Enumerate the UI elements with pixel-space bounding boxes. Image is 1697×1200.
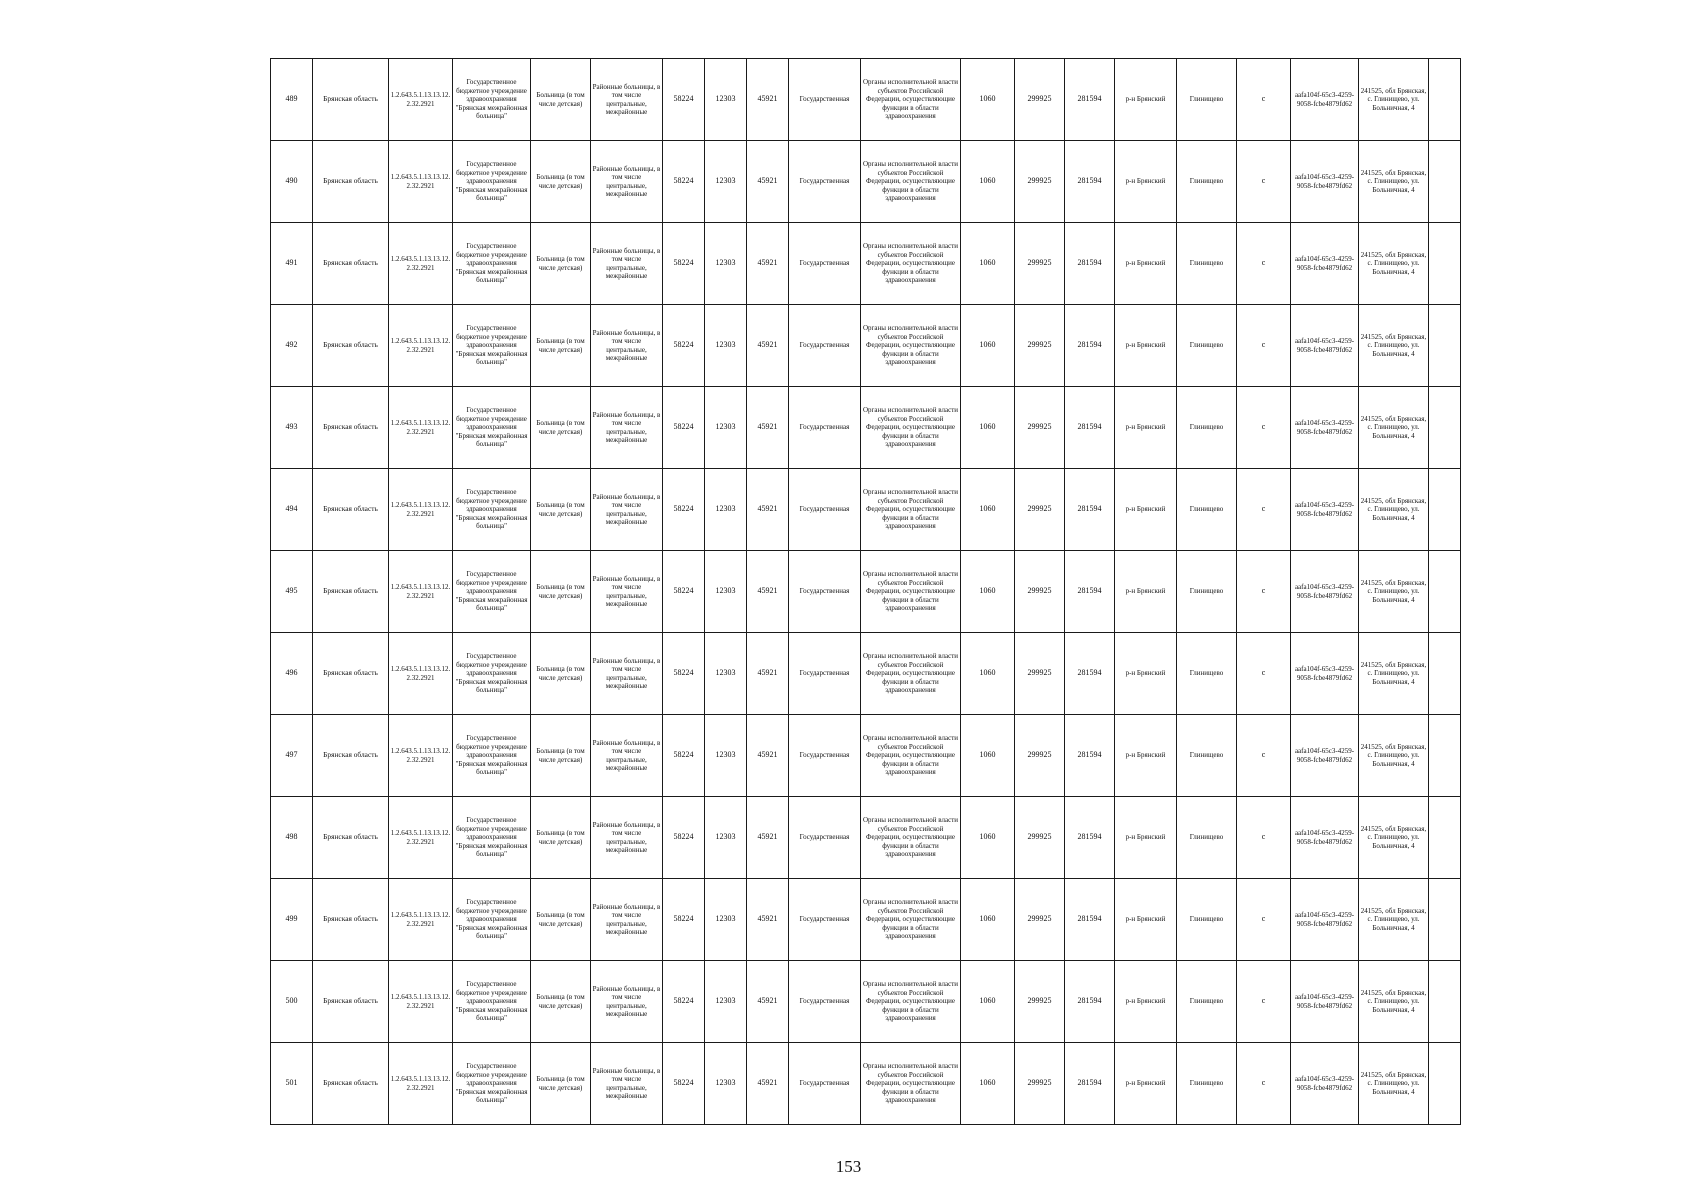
cell-fias-guid: aafa104f-65c3-4259-9058-fcbe4879fd62 bbox=[1291, 633, 1359, 715]
cell-facility-subtype: Районные больницы, в том числе центральные, межрайонные bbox=[591, 879, 663, 961]
table-row bbox=[271, 59, 1461, 141]
cell-locality-type: с bbox=[1237, 141, 1291, 223]
cell-empty bbox=[1429, 387, 1461, 469]
cell-address: 241525, обл Брянская, с. Глинищево, ул. Больничная, 4 bbox=[1359, 223, 1429, 305]
cell-organization: Государственное бюджетное учреждение здравоохранения "Брянская межрайонная больница" bbox=[453, 59, 531, 141]
cell-code-3: 45921 bbox=[747, 961, 789, 1043]
cell-oid: 1.2.643.5.1.13.13.12.2.32.2921 bbox=[389, 305, 453, 387]
cell-code-6: 281594 bbox=[1065, 715, 1115, 797]
cell-code-2: 12303 bbox=[705, 961, 747, 1043]
cell-locality: Глинищево bbox=[1177, 1043, 1237, 1125]
cell-code-3: 45921 bbox=[747, 797, 789, 879]
cell-oid: 1.2.643.5.1.13.13.12.2.32.2921 bbox=[389, 469, 453, 551]
cell-row-number: 492 bbox=[271, 305, 313, 387]
cell-authority: Органы исполнительной власти субъектов Российской Федерации, осуществляющие функции в области здравоохранения bbox=[861, 469, 961, 551]
cell-organization: Государственное бюджетное учреждение здравоохранения "Брянская межрайонная больница" bbox=[453, 1043, 531, 1125]
cell-code-4: 1060 bbox=[961, 551, 1015, 633]
cell-ownership-form: Государственная bbox=[789, 961, 861, 1043]
cell-code-3: 45921 bbox=[747, 879, 789, 961]
cell-code-6: 281594 bbox=[1065, 1043, 1115, 1125]
cell-district: р-н Брянский bbox=[1115, 387, 1177, 469]
cell-empty bbox=[1429, 469, 1461, 551]
cell-facility-type: Больница (в том числе детская) bbox=[531, 961, 591, 1043]
cell-region: Брянская область bbox=[313, 633, 389, 715]
cell-code-1: 58224 bbox=[663, 387, 705, 469]
cell-authority: Органы исполнительной власти субъектов Российской Федерации, осуществляющие функции в области здравоохранения bbox=[861, 797, 961, 879]
table-row bbox=[271, 305, 1461, 387]
cell-address: 241525, обл Брянская, с. Глинищево, ул. Больничная, 4 bbox=[1359, 633, 1429, 715]
cell-code-3: 45921 bbox=[747, 141, 789, 223]
cell-oid: 1.2.643.5.1.13.13.12.2.32.2921 bbox=[389, 961, 453, 1043]
cell-code-4: 1060 bbox=[961, 223, 1015, 305]
cell-facility-subtype: Районные больницы, в том числе центральные, межрайонные bbox=[591, 715, 663, 797]
cell-code-4: 1060 bbox=[961, 797, 1015, 879]
cell-empty bbox=[1429, 1043, 1461, 1125]
cell-authority: Органы исполнительной власти субъектов Российской Федерации, осуществляющие функции в области здравоохранения bbox=[861, 551, 961, 633]
cell-code-6: 281594 bbox=[1065, 469, 1115, 551]
cell-region: Брянская область bbox=[313, 141, 389, 223]
cell-locality-type: с bbox=[1237, 1043, 1291, 1125]
cell-row-number: 496 bbox=[271, 633, 313, 715]
cell-facility-type: Больница (в том числе детская) bbox=[531, 387, 591, 469]
cell-facility-type: Больница (в том числе детская) bbox=[531, 715, 591, 797]
cell-code-6: 281594 bbox=[1065, 223, 1115, 305]
cell-address: 241525, обл Брянская, с. Глинищево, ул. Больничная, 4 bbox=[1359, 387, 1429, 469]
cell-region: Брянская область bbox=[313, 715, 389, 797]
cell-ownership-form: Государственная bbox=[789, 305, 861, 387]
cell-organization: Государственное бюджетное учреждение здравоохранения "Брянская межрайонная больница" bbox=[453, 469, 531, 551]
cell-fias-guid: aafa104f-65c3-4259-9058-fcbe4879fd62 bbox=[1291, 879, 1359, 961]
cell-oid: 1.2.643.5.1.13.13.12.2.32.2921 bbox=[389, 223, 453, 305]
cell-code-1: 58224 bbox=[663, 551, 705, 633]
cell-code-5: 299925 bbox=[1015, 59, 1065, 141]
cell-oid: 1.2.643.5.1.13.13.12.2.32.2921 bbox=[389, 1043, 453, 1125]
cell-region: Брянская область bbox=[313, 387, 389, 469]
cell-locality-type: с bbox=[1237, 387, 1291, 469]
cell-code-2: 12303 bbox=[705, 141, 747, 223]
cell-organization: Государственное бюджетное учреждение здравоохранения "Брянская межрайонная больница" bbox=[453, 305, 531, 387]
table-row bbox=[271, 715, 1461, 797]
cell-facility-subtype: Районные больницы, в том числе центральные, межрайонные bbox=[591, 305, 663, 387]
cell-code-1: 58224 bbox=[663, 797, 705, 879]
cell-authority: Органы исполнительной власти субъектов Российской Федерации, осуществляющие функции в области здравоохранения bbox=[861, 961, 961, 1043]
cell-facility-subtype: Районные больницы, в том числе центральные, межрайонные bbox=[591, 223, 663, 305]
cell-code-6: 281594 bbox=[1065, 961, 1115, 1043]
cell-code-6: 281594 bbox=[1065, 551, 1115, 633]
cell-code-4: 1060 bbox=[961, 879, 1015, 961]
cell-district: р-н Брянский bbox=[1115, 469, 1177, 551]
cell-code-1: 58224 bbox=[663, 141, 705, 223]
cell-empty bbox=[1429, 879, 1461, 961]
cell-facility-type: Больница (в том числе детская) bbox=[531, 141, 591, 223]
cell-address: 241525, обл Брянская, с. Глинищево, ул. Больничная, 4 bbox=[1359, 59, 1429, 141]
table-row bbox=[271, 551, 1461, 633]
cell-district: р-н Брянский bbox=[1115, 141, 1177, 223]
cell-locality: Глинищево bbox=[1177, 715, 1237, 797]
cell-empty bbox=[1429, 961, 1461, 1043]
table-row bbox=[271, 141, 1461, 223]
cell-region: Брянская область bbox=[313, 551, 389, 633]
cell-code-3: 45921 bbox=[747, 715, 789, 797]
registry-table bbox=[270, 58, 1461, 1125]
cell-organization: Государственное бюджетное учреждение здравоохранения "Брянская межрайонная больница" bbox=[453, 961, 531, 1043]
cell-facility-type: Больница (в том числе детская) bbox=[531, 879, 591, 961]
cell-code-2: 12303 bbox=[705, 59, 747, 141]
cell-fias-guid: aafa104f-65c3-4259-9058-fcbe4879fd62 bbox=[1291, 141, 1359, 223]
cell-code-3: 45921 bbox=[747, 469, 789, 551]
cell-locality-type: с bbox=[1237, 223, 1291, 305]
cell-locality: Глинищево bbox=[1177, 387, 1237, 469]
cell-code-4: 1060 bbox=[961, 1043, 1015, 1125]
cell-code-5: 299925 bbox=[1015, 469, 1065, 551]
cell-row-number: 499 bbox=[271, 879, 313, 961]
cell-organization: Государственное бюджетное учреждение здравоохранения "Брянская межрайонная больница" bbox=[453, 141, 531, 223]
cell-district: р-н Брянский bbox=[1115, 305, 1177, 387]
cell-district: р-н Брянский bbox=[1115, 223, 1177, 305]
cell-code-1: 58224 bbox=[663, 961, 705, 1043]
cell-facility-subtype: Районные больницы, в том числе центральные, межрайонные bbox=[591, 1043, 663, 1125]
cell-facility-type: Больница (в том числе детская) bbox=[531, 223, 591, 305]
cell-code-4: 1060 bbox=[961, 469, 1015, 551]
cell-facility-type: Больница (в том числе детская) bbox=[531, 469, 591, 551]
cell-locality-type: с bbox=[1237, 305, 1291, 387]
cell-region: Брянская область bbox=[313, 305, 389, 387]
table-row bbox=[271, 961, 1461, 1043]
cell-fias-guid: aafa104f-65c3-4259-9058-fcbe4879fd62 bbox=[1291, 797, 1359, 879]
table-row bbox=[271, 387, 1461, 469]
cell-code-1: 58224 bbox=[663, 715, 705, 797]
cell-fias-guid: aafa104f-65c3-4259-9058-fcbe4879fd62 bbox=[1291, 715, 1359, 797]
cell-address: 241525, обл Брянская, с. Глинищево, ул. Больничная, 4 bbox=[1359, 141, 1429, 223]
cell-code-1: 58224 bbox=[663, 469, 705, 551]
cell-district: р-н Брянский bbox=[1115, 961, 1177, 1043]
table-row bbox=[271, 633, 1461, 715]
cell-oid: 1.2.643.5.1.13.13.12.2.32.2921 bbox=[389, 59, 453, 141]
cell-code-1: 58224 bbox=[663, 305, 705, 387]
cell-empty bbox=[1429, 141, 1461, 223]
cell-oid: 1.2.643.5.1.13.13.12.2.32.2921 bbox=[389, 551, 453, 633]
cell-row-number: 490 bbox=[271, 141, 313, 223]
cell-code-5: 299925 bbox=[1015, 879, 1065, 961]
cell-region: Брянская область bbox=[313, 223, 389, 305]
cell-district: р-н Брянский bbox=[1115, 879, 1177, 961]
cell-authority: Органы исполнительной власти субъектов Российской Федерации, осуществляющие функции в области здравоохранения bbox=[861, 1043, 961, 1125]
cell-region: Брянская область bbox=[313, 469, 389, 551]
cell-facility-subtype: Районные больницы, в том числе центральные, межрайонные bbox=[591, 469, 663, 551]
cell-ownership-form: Государственная bbox=[789, 715, 861, 797]
cell-code-2: 12303 bbox=[705, 305, 747, 387]
cell-code-4: 1060 bbox=[961, 305, 1015, 387]
cell-facility-type: Больница (в том числе детская) bbox=[531, 551, 591, 633]
cell-row-number: 500 bbox=[271, 961, 313, 1043]
cell-address: 241525, обл Брянская, с. Глинищево, ул. Больничная, 4 bbox=[1359, 551, 1429, 633]
cell-ownership-form: Государственная bbox=[789, 223, 861, 305]
cell-address: 241525, обл Брянская, с. Глинищево, ул. Больничная, 4 bbox=[1359, 715, 1429, 797]
cell-district: р-н Брянский bbox=[1115, 715, 1177, 797]
cell-ownership-form: Государственная bbox=[789, 879, 861, 961]
cell-code-2: 12303 bbox=[705, 797, 747, 879]
page-number: 153 bbox=[835, 1157, 862, 1176]
cell-oid: 1.2.643.5.1.13.13.12.2.32.2921 bbox=[389, 633, 453, 715]
cell-authority: Органы исполнительной власти субъектов Российской Федерации, осуществляющие функции в области здравоохранения bbox=[861, 305, 961, 387]
cell-code-6: 281594 bbox=[1065, 879, 1115, 961]
cell-code-2: 12303 bbox=[705, 1043, 747, 1125]
cell-code-2: 12303 bbox=[705, 469, 747, 551]
cell-empty bbox=[1429, 797, 1461, 879]
cell-code-1: 58224 bbox=[663, 879, 705, 961]
cell-fias-guid: aafa104f-65c3-4259-9058-fcbe4879fd62 bbox=[1291, 223, 1359, 305]
table-row bbox=[271, 797, 1461, 879]
cell-locality-type: с bbox=[1237, 469, 1291, 551]
cell-row-number: 489 bbox=[271, 59, 313, 141]
cell-region: Брянская область bbox=[313, 961, 389, 1043]
cell-code-4: 1060 bbox=[961, 141, 1015, 223]
cell-code-5: 299925 bbox=[1015, 1043, 1065, 1125]
cell-code-2: 12303 bbox=[705, 551, 747, 633]
cell-address: 241525, обл Брянская, с. Глинищево, ул. Больничная, 4 bbox=[1359, 797, 1429, 879]
cell-code-3: 45921 bbox=[747, 59, 789, 141]
cell-code-5: 299925 bbox=[1015, 387, 1065, 469]
cell-organization: Государственное бюджетное учреждение здравоохранения "Брянская межрайонная больница" bbox=[453, 633, 531, 715]
cell-code-3: 45921 bbox=[747, 305, 789, 387]
cell-address: 241525, обл Брянская, с. Глинищево, ул. Больничная, 4 bbox=[1359, 305, 1429, 387]
cell-row-number: 495 bbox=[271, 551, 313, 633]
cell-authority: Органы исполнительной власти субъектов Российской Федерации, осуществляющие функции в области здравоохранения bbox=[861, 223, 961, 305]
cell-ownership-form: Государственная bbox=[789, 387, 861, 469]
cell-code-5: 299925 bbox=[1015, 141, 1065, 223]
cell-locality: Глинищево bbox=[1177, 797, 1237, 879]
table-row bbox=[271, 223, 1461, 305]
cell-oid: 1.2.643.5.1.13.13.12.2.32.2921 bbox=[389, 715, 453, 797]
cell-region: Брянская область bbox=[313, 879, 389, 961]
cell-code-5: 299925 bbox=[1015, 551, 1065, 633]
cell-locality-type: с bbox=[1237, 797, 1291, 879]
cell-code-1: 58224 bbox=[663, 59, 705, 141]
cell-fias-guid: aafa104f-65c3-4259-9058-fcbe4879fd62 bbox=[1291, 1043, 1359, 1125]
cell-code-3: 45921 bbox=[747, 1043, 789, 1125]
cell-authority: Органы исполнительной власти субъектов Российской Федерации, осуществляющие функции в области здравоохранения bbox=[861, 633, 961, 715]
cell-locality-type: с bbox=[1237, 633, 1291, 715]
cell-ownership-form: Государственная bbox=[789, 797, 861, 879]
cell-ownership-form: Государственная bbox=[789, 633, 861, 715]
cell-code-2: 12303 bbox=[705, 715, 747, 797]
cell-empty bbox=[1429, 715, 1461, 797]
cell-oid: 1.2.643.5.1.13.13.12.2.32.2921 bbox=[389, 141, 453, 223]
table-row bbox=[271, 879, 1461, 961]
cell-row-number: 494 bbox=[271, 469, 313, 551]
cell-address: 241525, обл Брянская, с. Глинищево, ул. Больничная, 4 bbox=[1359, 879, 1429, 961]
cell-locality: Глинищево bbox=[1177, 223, 1237, 305]
cell-district: р-н Брянский bbox=[1115, 797, 1177, 879]
cell-code-1: 58224 bbox=[663, 1043, 705, 1125]
cell-organization: Государственное бюджетное учреждение здравоохранения "Брянская межрайонная больница" bbox=[453, 715, 531, 797]
cell-empty bbox=[1429, 59, 1461, 141]
cell-authority: Органы исполнительной власти субъектов Российской Федерации, осуществляющие функции в области здравоохранения bbox=[861, 387, 961, 469]
cell-code-4: 1060 bbox=[961, 715, 1015, 797]
cell-code-4: 1060 bbox=[961, 59, 1015, 141]
cell-region: Брянская область bbox=[313, 59, 389, 141]
cell-authority: Органы исполнительной власти субъектов Российской Федерации, осуществляющие функции в области здравоохранения bbox=[861, 141, 961, 223]
cell-locality-type: с bbox=[1237, 961, 1291, 1043]
cell-code-1: 58224 bbox=[663, 633, 705, 715]
cell-organization: Государственное бюджетное учреждение здравоохранения "Брянская межрайонная больница" bbox=[453, 797, 531, 879]
cell-code-6: 281594 bbox=[1065, 305, 1115, 387]
cell-facility-subtype: Районные больницы, в том числе центральные, межрайонные bbox=[591, 551, 663, 633]
cell-code-2: 12303 bbox=[705, 223, 747, 305]
cell-row-number: 491 bbox=[271, 223, 313, 305]
cell-row-number: 501 bbox=[271, 1043, 313, 1125]
cell-locality: Глинищево bbox=[1177, 961, 1237, 1043]
cell-locality-type: с bbox=[1237, 59, 1291, 141]
cell-locality: Глинищево bbox=[1177, 305, 1237, 387]
cell-fias-guid: aafa104f-65c3-4259-9058-fcbe4879fd62 bbox=[1291, 59, 1359, 141]
cell-code-6: 281594 bbox=[1065, 797, 1115, 879]
cell-district: р-н Брянский bbox=[1115, 1043, 1177, 1125]
cell-empty bbox=[1429, 551, 1461, 633]
cell-code-2: 12303 bbox=[705, 387, 747, 469]
cell-locality: Глинищево bbox=[1177, 879, 1237, 961]
cell-code-3: 45921 bbox=[747, 223, 789, 305]
cell-address: 241525, обл Брянская, с. Глинищево, ул. Больничная, 4 bbox=[1359, 1043, 1429, 1125]
cell-facility-subtype: Районные больницы, в том числе центральные, межрайонные bbox=[591, 59, 663, 141]
cell-code-5: 299925 bbox=[1015, 633, 1065, 715]
cell-code-2: 12303 bbox=[705, 879, 747, 961]
table-row bbox=[271, 1043, 1461, 1125]
registry-table-body bbox=[271, 59, 1461, 1125]
cell-code-1: 58224 bbox=[663, 223, 705, 305]
cell-code-5: 299925 bbox=[1015, 305, 1065, 387]
cell-ownership-form: Государственная bbox=[789, 469, 861, 551]
cell-address: 241525, обл Брянская, с. Глинищево, ул. Больничная, 4 bbox=[1359, 961, 1429, 1043]
cell-locality: Глинищево bbox=[1177, 551, 1237, 633]
cell-facility-subtype: Районные больницы, в том числе центральные, межрайонные bbox=[591, 141, 663, 223]
cell-oid: 1.2.643.5.1.13.13.12.2.32.2921 bbox=[389, 387, 453, 469]
cell-locality-type: с bbox=[1237, 551, 1291, 633]
cell-district: р-н Брянский bbox=[1115, 59, 1177, 141]
cell-empty bbox=[1429, 223, 1461, 305]
cell-ownership-form: Государственная bbox=[789, 59, 861, 141]
cell-locality-type: с bbox=[1237, 715, 1291, 797]
cell-code-4: 1060 bbox=[961, 387, 1015, 469]
cell-facility-type: Больница (в том числе детская) bbox=[531, 1043, 591, 1125]
cell-code-5: 299925 bbox=[1015, 961, 1065, 1043]
cell-code-3: 45921 bbox=[747, 551, 789, 633]
cell-district: р-н Брянский bbox=[1115, 551, 1177, 633]
cell-organization: Государственное бюджетное учреждение здравоохранения "Брянская межрайонная больница" bbox=[453, 879, 531, 961]
cell-fias-guid: aafa104f-65c3-4259-9058-fcbe4879fd62 bbox=[1291, 387, 1359, 469]
cell-code-6: 281594 bbox=[1065, 387, 1115, 469]
cell-code-2: 12303 bbox=[705, 633, 747, 715]
cell-facility-type: Больница (в том числе детская) bbox=[531, 633, 591, 715]
cell-ownership-form: Государственная bbox=[789, 551, 861, 633]
table-row bbox=[271, 469, 1461, 551]
cell-empty bbox=[1429, 633, 1461, 715]
cell-fias-guid: aafa104f-65c3-4259-9058-fcbe4879fd62 bbox=[1291, 551, 1359, 633]
cell-address: 241525, обл Брянская, с. Глинищево, ул. Больничная, 4 bbox=[1359, 469, 1429, 551]
cell-facility-subtype: Районные больницы, в том числе центральные, межрайонные bbox=[591, 387, 663, 469]
cell-code-3: 45921 bbox=[747, 387, 789, 469]
cell-locality: Глинищево bbox=[1177, 469, 1237, 551]
cell-row-number: 498 bbox=[271, 797, 313, 879]
cell-fias-guid: aafa104f-65c3-4259-9058-fcbe4879fd62 bbox=[1291, 469, 1359, 551]
cell-code-6: 281594 bbox=[1065, 141, 1115, 223]
cell-facility-subtype: Районные больницы, в том числе центральные, межрайонные bbox=[591, 633, 663, 715]
cell-district: р-н Брянский bbox=[1115, 633, 1177, 715]
cell-organization: Государственное бюджетное учреждение здравоохранения "Брянская межрайонная больница" bbox=[453, 223, 531, 305]
cell-code-6: 281594 bbox=[1065, 633, 1115, 715]
cell-oid: 1.2.643.5.1.13.13.12.2.32.2921 bbox=[389, 797, 453, 879]
cell-ownership-form: Государственная bbox=[789, 141, 861, 223]
cell-fias-guid: aafa104f-65c3-4259-9058-fcbe4879fd62 bbox=[1291, 961, 1359, 1043]
cell-row-number: 493 bbox=[271, 387, 313, 469]
cell-oid: 1.2.643.5.1.13.13.12.2.32.2921 bbox=[389, 879, 453, 961]
cell-organization: Государственное бюджетное учреждение здравоохранения "Брянская межрайонная больница" bbox=[453, 551, 531, 633]
cell-facility-type: Больница (в том числе детская) bbox=[531, 305, 591, 387]
cell-facility-subtype: Районные больницы, в том числе центральные, межрайонные bbox=[591, 961, 663, 1043]
cell-region: Брянская область bbox=[313, 797, 389, 879]
cell-organization: Государственное бюджетное учреждение здравоохранения "Брянская межрайонная больница" bbox=[453, 387, 531, 469]
cell-authority: Органы исполнительной власти субъектов Российской Федерации, осуществляющие функции в области здравоохранения bbox=[861, 879, 961, 961]
cell-code-3: 45921 bbox=[747, 633, 789, 715]
cell-locality: Глинищево bbox=[1177, 141, 1237, 223]
cell-facility-type: Больница (в том числе детская) bbox=[531, 59, 591, 141]
cell-code-5: 299925 bbox=[1015, 797, 1065, 879]
cell-authority: Органы исполнительной власти субъектов Российской Федерации, осуществляющие функции в области здравоохранения bbox=[861, 715, 961, 797]
cell-code-5: 299925 bbox=[1015, 715, 1065, 797]
cell-code-4: 1060 bbox=[961, 961, 1015, 1043]
cell-authority: Органы исполнительной власти субъектов Российской Федерации, осуществляющие функции в области здравоохранения bbox=[861, 59, 961, 141]
cell-region: Брянская область bbox=[313, 1043, 389, 1125]
cell-code-5: 299925 bbox=[1015, 223, 1065, 305]
cell-locality: Глинищево bbox=[1177, 633, 1237, 715]
cell-facility-subtype: Районные больницы, в том числе центральные, межрайонные bbox=[591, 797, 663, 879]
cell-locality-type: с bbox=[1237, 879, 1291, 961]
cell-row-number: 497 bbox=[271, 715, 313, 797]
cell-code-6: 281594 bbox=[1065, 59, 1115, 141]
cell-ownership-form: Государственная bbox=[789, 1043, 861, 1125]
cell-empty bbox=[1429, 305, 1461, 387]
cell-locality: Глинищево bbox=[1177, 59, 1237, 141]
cell-facility-type: Больница (в том числе детская) bbox=[531, 797, 591, 879]
cell-fias-guid: aafa104f-65c3-4259-9058-fcbe4879fd62 bbox=[1291, 305, 1359, 387]
cell-code-4: 1060 bbox=[961, 633, 1015, 715]
